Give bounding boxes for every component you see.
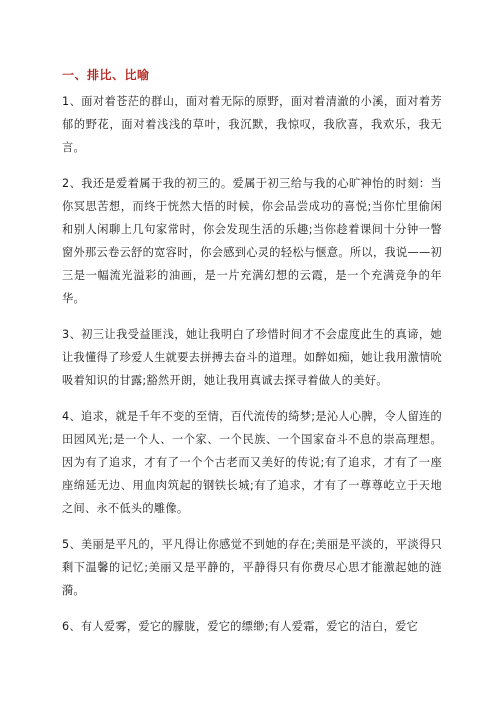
paragraph-5: 5、美丽是平凡的，平凡得让你感觉不到她的存在;美丽是平淡的，平淡得只剩下温馨的记忆;美丽又是平静的，平静得只有你费尽心思才能激起她的涟漪。	[62, 538, 442, 597]
section-heading: 一、排比、比喻	[62, 68, 150, 82]
paragraph-1: 1、面对着苍茫的群山，面对着无际的原野，面对着清澈的小溪，面对着芳郁的野花，面对着浅浅的草叶，我沉默，我惊叹，我欣喜，我欢乐，我无言。	[62, 95, 442, 154]
document-body	[62, 90, 442, 651]
paragraph-2: 2、我还是爱着属于我的初三的。爱属于初三给与我的心旷神怡的时刻：当你冥思苦想，而终于恍然大悟的时候，你会品尝成功的喜悦;当你忙里偷闲和别人闲聊上几句家常时，你会发现生活的乐趣;当你趁着课间十分钟一瞥窗外那云卷云舒的宽容时，你会感到心灵的轻松与惬意。所以，我说——初三是一幅流光溢彩的油画，是一片充满幻想的云霞，是一个充满竞争的年华。	[62, 177, 442, 305]
paragraph-6: 6、有人爱雾，爱它的朦胧，爱它的缥缈;有人爱霜，爱它的洁白，爱它	[62, 620, 419, 633]
paragraph-4: 4、追求，就是千年不变的至情，百代流传的绮梦;是沁人心脾，令人留连的田园风光;是一个人、一个家、一个民族、一个国家奋斗不息的崇高理想。因为有了追求，才有了一个个古老而又美好的传说;有了追求，才有了一座座绵延无边、用血肉筑起的钢铁长城;有了追求，才有了一尊尊屹立于天地之间、永不低头的雕像。	[62, 410, 442, 515]
paragraph-3: 3、初三让我受益匪浅，她让我明白了珍惜时间才不会虚度此生的真谛，她让我懂得了珍爱人生就要去拼搏去奋斗的道理。如醉如痴，她让我用激情吮吸着知识的甘露;豁然开朗，她让我用真诚去探寻着做人的美好。	[62, 328, 442, 387]
